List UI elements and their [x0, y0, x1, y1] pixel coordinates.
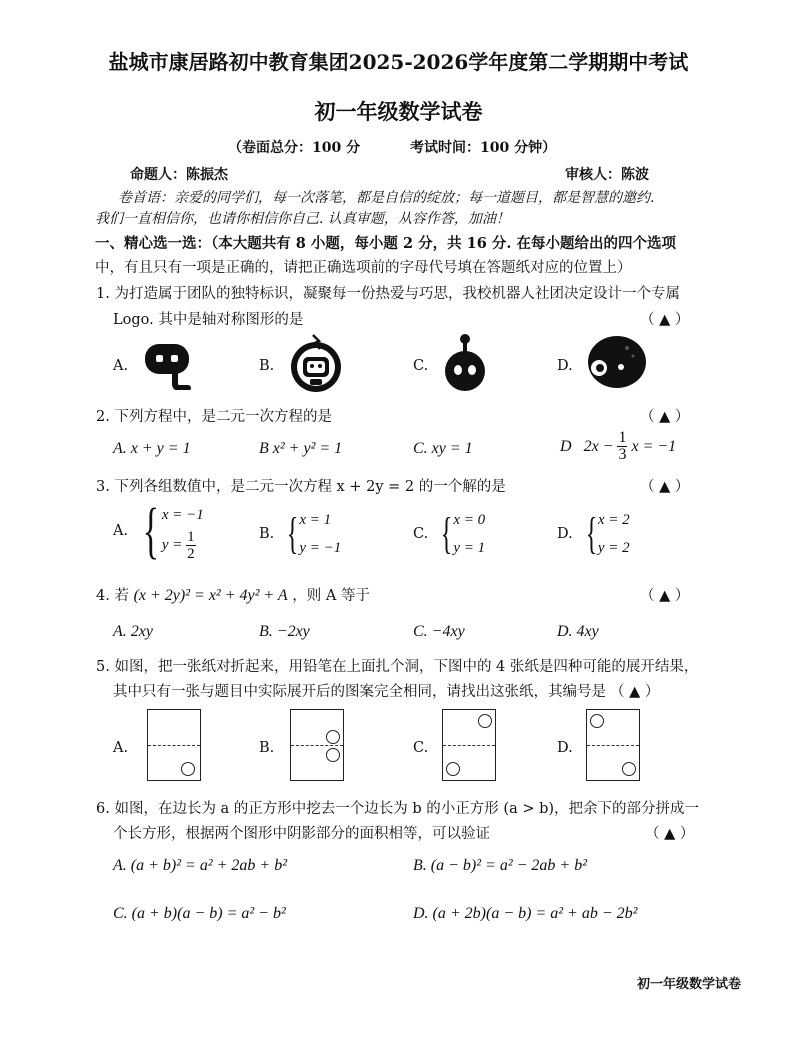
total-score: （卷面总分：100 分 [228, 140, 361, 156]
q5-text: 5. 如图，把一张纸对折起来，用铅笔在上面扎个洞，下图中的 4 张纸是四种可能的展开结果， [96, 659, 699, 675]
q4-option-b: B. −2xy [259, 623, 310, 640]
q5-paper-a [147, 709, 201, 781]
q5-option-c: C. [413, 740, 429, 756]
q6-option-d: D. (a + 2b)(a − b) = a² + ab − 2b² [413, 905, 638, 922]
q2-option-b: B x² + y² = 1 [259, 440, 343, 457]
hole [326, 748, 340, 762]
exam-subtitle: 初一年级数学试卷 [314, 99, 483, 124]
q4-text-pre: 4. 若 [96, 588, 129, 604]
q1-option-b: B. [259, 358, 275, 374]
q3-option-b-brace: { [287, 509, 299, 558]
q3-option-b-y: y = −1 [299, 540, 342, 556]
q2-option-a: A. x + y = 1 [113, 440, 191, 457]
q5-option-a: A. [113, 740, 129, 756]
q2-option-d [560, 430, 676, 463]
hole [181, 762, 195, 776]
q3-option-b [259, 506, 341, 562]
author: 命题人：陈振杰 [130, 167, 228, 183]
q6-option-c: C. (a + b)(a − b) = a² − b² [113, 905, 286, 922]
hole [446, 762, 460, 776]
q3-option-a-fraction [186, 529, 196, 562]
q3-option-c-brace: { [440, 509, 453, 558]
fold-line [443, 745, 495, 746]
q4-text-post: ，则 A 等于 [292, 588, 370, 604]
q3-option-d [557, 506, 630, 562]
preface-line-1: 卷首语：亲爱的同学们，每一次落笔，都是自信的绽放；每一道题目，都是智慧的邀约. [118, 190, 655, 206]
q3-option-b-label: B. [259, 526, 275, 542]
fold-line [291, 745, 343, 746]
q3-option-d-y: y = 2 [597, 540, 630, 556]
hole [590, 714, 604, 728]
hole [478, 714, 492, 728]
q3-option-c-x: x = 0 [453, 512, 486, 528]
q4-text [96, 584, 370, 605]
q1-option-a: A. [113, 358, 129, 374]
q3-option-c-y: y = 1 [453, 540, 486, 556]
q3-option-c [413, 506, 485, 562]
q3-option-a-y [162, 529, 204, 562]
q2-option-d-post: x = −1 [631, 437, 677, 455]
q5-text-line-2: 其中只有一张与题目中实际展开后的图案完全相同，请找出这张纸，其编号是 [113, 684, 606, 700]
q5-paper-c [442, 709, 496, 781]
q4-option-c: C. −4xy [413, 623, 465, 640]
q3-option-a-label: A. [113, 523, 129, 539]
reviewer: 审核人：陈波 [565, 167, 649, 183]
robot-ball-d-icon [585, 334, 647, 390]
q4-option-a: A. 2xy [113, 623, 153, 640]
q2-answer-paren: （ ▲ ） [640, 409, 690, 425]
q2-fraction-numerator: 1 [618, 429, 627, 446]
q3-option-b-x: x = 1 [299, 512, 332, 528]
q3-option-d-system [598, 506, 630, 562]
page-footer: 初一年级数学试卷 [637, 977, 742, 992]
q4-option-d: D. 4xy [557, 623, 599, 640]
q1-text: 1. 为打造属于团队的独特标识，凝聚每一份热爱与巧思，我校机器人社团决定设计一个专属 [96, 286, 680, 302]
q5-paper-d [586, 709, 640, 781]
q2-option-d-fraction [617, 430, 627, 463]
q3-option-c-system [453, 506, 485, 562]
section-heading-line-2: 中，有且只有一项是正确的，请把正确选项前的字母代号填在答题纸对应的位置上） [95, 260, 632, 276]
q3-option-a-y-pre: y = [161, 536, 183, 553]
robot-antenna-c-icon [441, 333, 489, 393]
q3-fraction-numerator: 1 [187, 528, 195, 545]
q3-option-d-brace: { [585, 509, 598, 558]
q6-text-line-2: 个长方形，根据两个图形中阴影部分的面积相等，可以验证 [113, 826, 490, 842]
q3-option-a-system [162, 501, 204, 562]
q2-fraction-denominator: 3 [618, 446, 627, 463]
preface-line-2: 我们一直相信你，也请你相信你自己. 认真审题，从容作答，加油！ [95, 211, 510, 227]
q3-answer-paren: （ ▲ ） [640, 479, 690, 495]
q4-expression: (x + 2y)² = x² + 4y² + A [133, 587, 288, 604]
q3-option-a-brace: { [142, 497, 160, 565]
q3-option-c-label: C. [413, 526, 429, 542]
q3-option-a-x: x = −1 [161, 506, 204, 523]
q5-option-d: D. [557, 740, 573, 756]
q6-option-b: B. (a − b)² = a² − 2ab + b² [413, 857, 588, 874]
q2-option-d-pre: 2x − [583, 437, 614, 455]
section-heading: 一、精心选一选：（本大题共有 8 小题，每小题 2 分，共 16 分. 在每小题给出的四个选项 [95, 235, 676, 252]
q1-option-c: C. [413, 358, 429, 374]
fold-line [148, 745, 200, 746]
q1-answer-paren: （ ▲ ） [640, 312, 690, 328]
q4-answer-paren: （ ▲ ） [640, 588, 690, 604]
exam-time: 考试时间：100 分钟） [410, 140, 557, 156]
q2-text: 2. 下列方程中，是二元一次方程的是 [96, 409, 332, 425]
q3-option-b-system [299, 506, 341, 562]
hole [326, 730, 340, 744]
q1-text-line-2: Logo. 其中是轴对称图形的是 [113, 312, 304, 328]
q2-option-d-label: D [560, 437, 572, 455]
q5-option-b: B. [259, 740, 275, 756]
q3-option-d-label: D. [557, 526, 573, 542]
q5-answer-paren: （ ▲ ） [610, 684, 660, 700]
q3-option-d-x: x = 2 [597, 512, 630, 528]
q1-option-d: D. [557, 358, 573, 374]
q6-answer-paren: （ ▲ ） [645, 826, 695, 842]
robot-head-b-icon [288, 333, 344, 395]
q5-paper-b [290, 709, 344, 781]
q6-option-a: A. (a + b)² = a² + 2ab + b² [113, 857, 288, 874]
q6-text: 6. 如图，在边长为 a 的正方形中挖去一个边长为 b 的小正方形 (a > b)，把余下的部分拼成一 [96, 801, 700, 817]
hole [622, 762, 636, 776]
q2-option-c: C. xy = 1 [413, 440, 473, 457]
q3-option-a [113, 497, 204, 565]
exam-title: 盐城市康居路初中教育集团2025-2026学年度第二学期期中考试 [108, 50, 689, 74]
fold-line [587, 745, 639, 746]
q3-fraction-denominator: 2 [187, 545, 195, 562]
q3-text: 3. 下列各组数值中，是二元一次方程 x + 2y = 2 的一个解的是 [96, 479, 506, 495]
robot-face-a-icon [142, 340, 194, 390]
